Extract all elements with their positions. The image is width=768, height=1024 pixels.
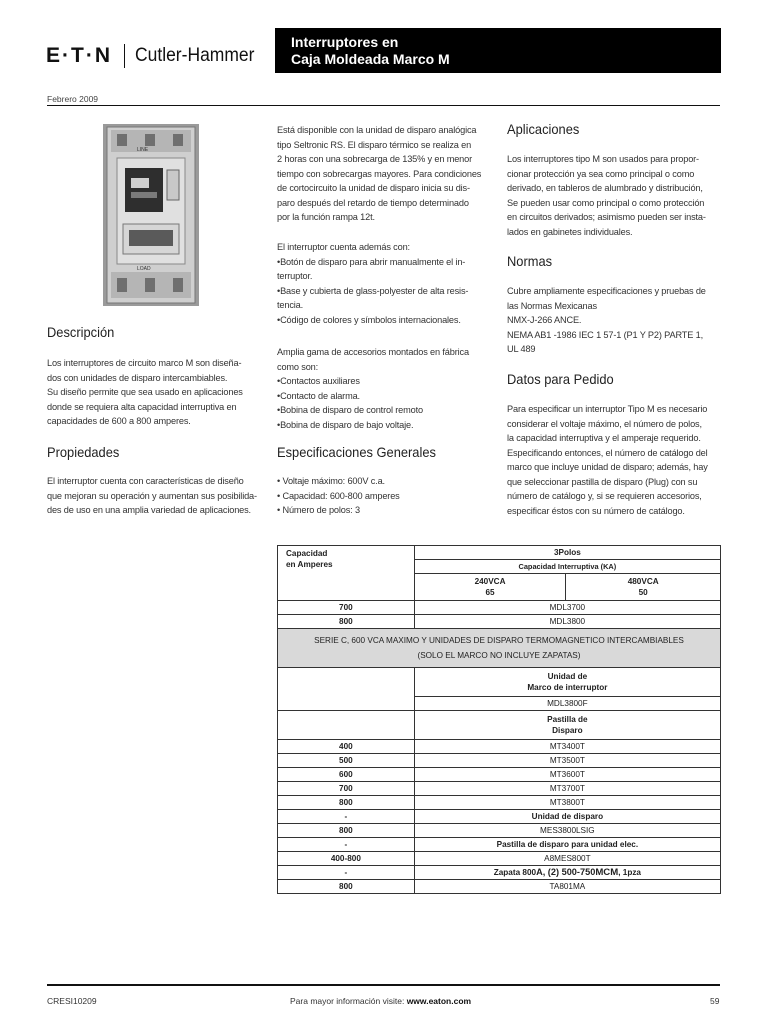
- page-number: 59: [710, 996, 720, 1006]
- brand-logo: [46, 42, 265, 70]
- amp-cell: 800: [278, 880, 415, 894]
- text-line: NMX-J-266 ANCE.: [507, 315, 582, 325]
- text-line: Cubre ampliamente especificaciones y pruebas de: [507, 286, 706, 296]
- catalog-table: [277, 545, 721, 894]
- text-line: tipo Seltronic RS. El disparo térmico se realiza en: [277, 139, 472, 150]
- amp-cell: 800: [278, 824, 415, 838]
- frame-header-line: Marco de interruptor: [527, 683, 608, 692]
- page-title-line1: Interruptores en: [291, 34, 399, 50]
- catalog-cell: MT3400T: [414, 740, 720, 754]
- list-item: tencia.: [277, 300, 304, 310]
- table-row: [278, 546, 721, 560]
- lug-header-part: A, (2) 500-750: [536, 867, 596, 877]
- list-item: terruptor.: [277, 271, 313, 281]
- text-line: la capacidad interruptiva y el amperaje requerido.: [507, 433, 701, 443]
- footer-info: [290, 996, 471, 1006]
- table-row: [278, 810, 721, 824]
- text-line: número de catálogo y, si se requieren accesorios,: [507, 491, 702, 501]
- series-note: SERIE C, 600 VCA MAXIMO Y UNIDADES DE DISPARO TERMOMAGNETICO INTERCAMBIABLES (SOLO EL MARCO NO INCLUYE ZAPATAS): [278, 629, 721, 668]
- descripcion-heading: Descripción: [47, 324, 115, 340]
- plug-header-line: Disparo: [552, 726, 583, 735]
- catalog-cell: MDL3800F: [414, 697, 720, 711]
- table-row: [278, 711, 721, 740]
- amp-cell: -: [278, 810, 415, 824]
- aplicaciones-heading: Aplicaciones: [507, 121, 580, 137]
- amp-cell: -: [278, 866, 415, 880]
- catalog-cell: MDL3800: [414, 615, 720, 629]
- amp-cell: 700: [278, 601, 415, 615]
- text-line: Para especificar un interruptor Tipo M es necesario: [507, 404, 708, 414]
- lug-header: [414, 866, 720, 880]
- text-line: tiempo con sobrecargas mayores. Para condiciones: [277, 168, 482, 179]
- header-rule: [47, 105, 720, 106]
- list-item: • Voltaje máximo: 600V c.a.: [277, 476, 385, 486]
- text-line: cionar protección ya sea como principal o como: [507, 168, 695, 179]
- text-line: por la función rampa 12t.: [277, 212, 375, 222]
- list-item: •Contactos auxiliares: [277, 376, 360, 386]
- text-line: Su diseño permite que sea usado en aplicaciones: [47, 387, 243, 397]
- capacity-header-line: Capacidad: [286, 549, 328, 558]
- amp-cell: 400: [278, 740, 415, 754]
- ka-value: 65: [485, 588, 495, 597]
- table-row: [278, 838, 721, 852]
- list-item: •Bobina de disparo de bajo voltaje.: [277, 419, 414, 430]
- aplicaciones-text: [507, 152, 721, 239]
- list-item: •Botón de disparo para abrir manualmente el in-: [277, 256, 466, 267]
- voltage-label: 480VCA: [627, 577, 659, 586]
- text-line: El interruptor cuenta con características de diseño: [47, 476, 244, 486]
- amp-cell: 800: [278, 796, 415, 810]
- plug-header: [414, 711, 720, 740]
- amp-cell: -: [278, 838, 415, 852]
- catalog-cell: MT3800T: [414, 796, 720, 810]
- table-row: [278, 601, 721, 615]
- catalog-cell: MES3800LSIG: [414, 824, 720, 838]
- table-row: [278, 768, 721, 782]
- specs-list: [277, 474, 492, 518]
- line-label: LINE: [137, 147, 149, 153]
- list-item: •Base y cubierta de glass-polyester de alta resis-: [277, 285, 469, 296]
- footer-rule: [47, 984, 720, 986]
- trip-unit-header: Unidad de disparo: [414, 810, 720, 824]
- text-line: derivado, en tableros de alumbrado y distribución,: [507, 183, 703, 193]
- table-row: [278, 615, 721, 629]
- interrupt-cap-header: Capacidad Interruptiva (KA): [414, 560, 720, 574]
- footer-info-label: Para mayor información visite:: [290, 996, 407, 1006]
- frame-header-line: Unidad de: [547, 672, 588, 681]
- lug-header-part: , 1pza: [618, 868, 641, 877]
- text-line: des de uso en una amplia variedad de aplicaciones.: [47, 505, 251, 515]
- text-line: 2 horas con una sobrecarga de 135% y en menor: [277, 154, 472, 164]
- list-item: •Bobina de disparo de control remoto: [277, 405, 423, 415]
- text-line: NEMA AB1 -1986 IEC 1 57-1 (P1 Y P2) PARTE 1,: [507, 329, 703, 340]
- list-item: •Código de colores y símbolos internacionales.: [277, 314, 461, 325]
- table-row: [278, 668, 721, 697]
- publication-date: Febrero 2009: [47, 94, 99, 104]
- list-item: • Número de polos: 3: [277, 505, 360, 515]
- elec-plug-header: Pastilla de disparo para unidad elec.: [414, 838, 720, 852]
- text-line: en circuitos derivados; asimismo pueden ser insta-: [507, 212, 706, 222]
- capacity-header-line: en Amperes: [286, 560, 333, 569]
- features-text: [277, 240, 492, 327]
- v480-header: [566, 574, 721, 601]
- text-line: Los interruptores de circuito marco M son diseña-: [47, 358, 242, 368]
- text-line: dos con unidades de disparo intercambiables.: [47, 372, 228, 383]
- table-row: [278, 880, 721, 894]
- catalog-cell: MT3500T: [414, 754, 720, 768]
- catalog-cell: MT3700T: [414, 782, 720, 796]
- text-line: lados en gabinetes individuales.: [507, 226, 633, 237]
- table-row: [278, 866, 721, 880]
- lug-header-part: Zapata 800: [493, 868, 537, 877]
- text-line: Se pueden usar como principal o como protección: [507, 197, 705, 208]
- cutler-hammer-logo: Cutler-Hammer: [135, 45, 255, 66]
- table-row: [278, 796, 721, 810]
- text-line: Está disponible con la unidad de disparo analógica: [277, 125, 477, 135]
- table-row: [278, 740, 721, 754]
- amp-cell: 600: [278, 768, 415, 782]
- catalog-cell: MT3600T: [414, 768, 720, 782]
- page-title-box: [275, 28, 721, 73]
- accessories-text: [277, 345, 492, 432]
- empty-cell: [278, 711, 415, 740]
- table-row: [278, 754, 721, 768]
- amp-cell: 700: [278, 782, 415, 796]
- text-line: que seleccionar pastilla de disparo (Plug) con su: [507, 476, 698, 487]
- normas-heading: Normas: [507, 253, 553, 269]
- table-row: [278, 824, 721, 838]
- table-row: [278, 782, 721, 796]
- text-line: donde se requiera alta capacidad interruptiva en: [47, 401, 237, 412]
- voltage-label: 240VCA: [474, 577, 506, 586]
- descripcion-text: [47, 356, 262, 429]
- intro-text: [277, 123, 492, 225]
- text-line: paro después del retardo de tiempo determinado: [277, 197, 469, 208]
- text-line: que mejoran su operación y aumentan sus posibilida-: [47, 490, 257, 501]
- pedido-text: [507, 402, 721, 518]
- poles-header: 3Polos: [414, 546, 720, 560]
- table-row: [278, 852, 721, 866]
- amp-cell: 500: [278, 754, 415, 768]
- text-line: El interruptor cuenta además con:: [277, 242, 410, 252]
- text-line: Especificando entonces, el número de catálogo del: [507, 447, 708, 458]
- plug-header-line: Pastilla de: [547, 715, 588, 724]
- empty-cell: [278, 668, 415, 711]
- page-title-line2: Caja Moldeada Marco M: [291, 51, 450, 67]
- text-line: UL 489: [507, 344, 536, 354]
- pedido-heading: Datos para Pedido: [507, 371, 614, 387]
- text-line: marco que incluye unidad de disparo; además, hay: [507, 462, 708, 472]
- text-line: como son:: [277, 361, 319, 372]
- catalog-cell: A8MES800T: [414, 852, 720, 866]
- text-line: especificar éstos con su número de catálogo.: [507, 505, 685, 516]
- list-item: • Capacidad: 600-800 amperes: [277, 490, 400, 501]
- catalog-cell: TA801MA: [414, 880, 720, 894]
- text-line: capacidades de 600 a 800 amperes.: [47, 416, 191, 426]
- amp-cell: 400-800: [278, 852, 415, 866]
- lug-header-part: MCM: [595, 867, 619, 878]
- text-line: Los interruptores tipo M son usados para propor-: [507, 154, 699, 164]
- normas-text: [507, 284, 721, 357]
- amp-cell: 800: [278, 615, 415, 629]
- text-line: Amplia gama de accesorios montados en fábrica: [277, 347, 469, 357]
- propiedades-text: [47, 474, 262, 518]
- document-code: CRESI10209: [47, 996, 97, 1006]
- capacity-header: [278, 546, 415, 601]
- text-line: de cortocircuito la unidad de disparo inicia su dis-: [277, 183, 470, 193]
- propiedades-heading: Propiedades: [47, 444, 120, 460]
- v240-header: [414, 574, 566, 601]
- load-label: LOAD: [137, 266, 151, 272]
- frame-header: [414, 668, 720, 697]
- list-item: •Contacto de alarma.: [277, 390, 360, 401]
- catalog-cell: MDL3700: [414, 601, 720, 615]
- ka-value: 50: [638, 588, 648, 597]
- brand-divider: [124, 44, 125, 68]
- breaker-product-image: [103, 124, 199, 306]
- text-line: considerar el voltaje máximo, el número de polos,: [507, 418, 702, 429]
- specs-heading: Especificaciones Generales: [277, 444, 436, 460]
- website-link[interactable]: www.eaton.com: [406, 996, 472, 1006]
- text-line: las Normas Mexicanas: [507, 300, 597, 311]
- table-row: [278, 629, 721, 668]
- eaton-logo: E·T·N: [46, 44, 112, 67]
